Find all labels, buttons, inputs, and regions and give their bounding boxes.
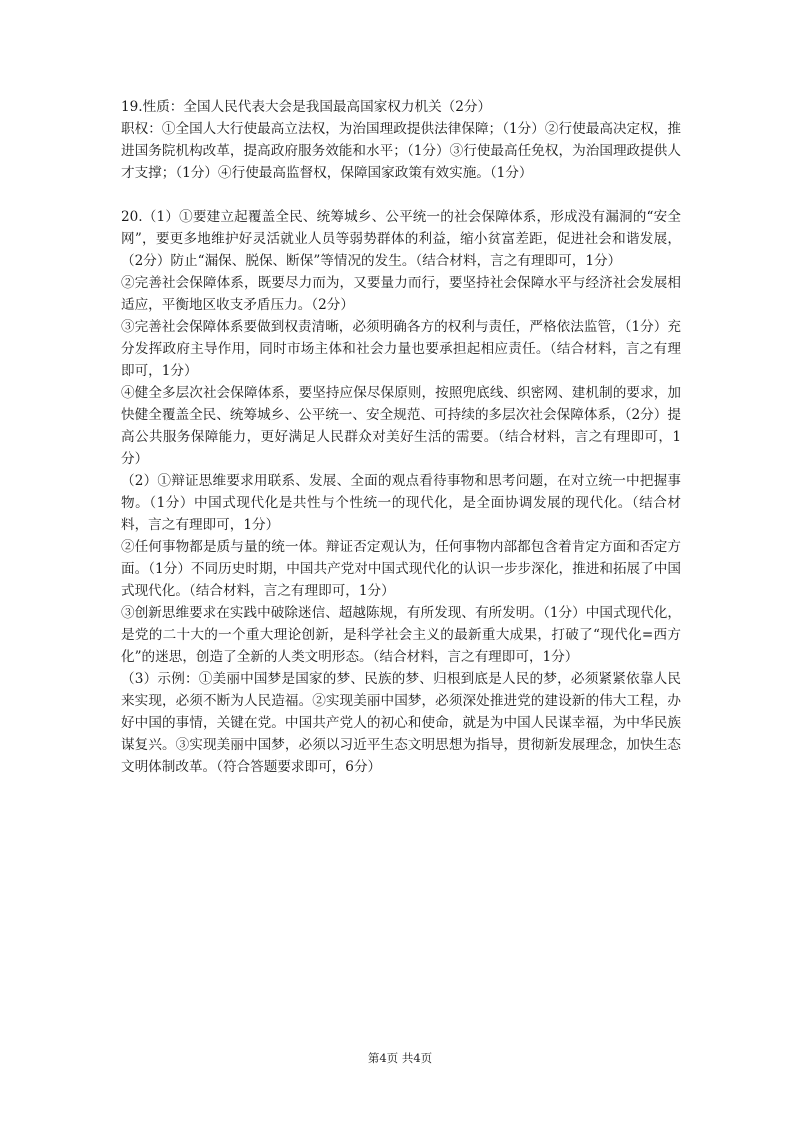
q20-part2-point1: （2）①辩证思维要求用联系、发展、全面的观点看待事物和思考问题，在对立统一中把握事物。（1分）中国式现代化是共性与个性统一的现代化，是全面协调发展的现代化。（结合材料，言之有理即可，1分） (121, 473, 681, 533)
q20-part2-point3: ③创新思维要求在实践中破除迷信、超越陈规，有所发现、有所发明。（1分）中国式现代化，是党的二十大的一个重大理论创新，是科学社会主义的最新重大成果，打破了“现代化=西方化”的迷思，创造了全新的人类文明形态。（结合材料，言之有理即可，1分） (121, 605, 681, 665)
q19-nature: 19.性质：全国人民代表大会是我国最高国家权力机关（2分） (121, 99, 492, 115)
q20-part1-point2: ②完善社会保障体系，既要尽力而为，又要量力而行，要坚持社会保障水平与经济社会发展相适应，平衡地区收支矛盾压力。（2分） (121, 275, 681, 313)
q19-powers: 职权：①全国人大行使最高立法权，为治国理政提供法律保障；（1分）②行使最高决定权，推进国务院机构改革，提高政府服务效能和水平；（1分）③行使最高任免权，为治国理政提供人才支撑；（1分）④行使最高监督权，保障国家政策有效实施。（1分） (121, 121, 681, 181)
section-gap (121, 184, 681, 206)
q20-part1-point4: ④健全多层次社会保障体系，要坚持应保尽保原则，按照兜底线、织密网、建机制的要求，加快健全覆盖全民、统筹城乡、公平统一、安全规范、可持续的多层次社会保障体系，（2分）提高公共服务保障能力，更好满足人民群众对美好生活的需要。（结合材料，言之有理即可，1分） (121, 385, 681, 467)
q20-part1-point1: 20.（1）①要建立起覆盖全民、统筹城乡、公平统一的社会保障体系，形成没有漏洞的“安全网”，要更多地维护好灵活就业人员等弱势群体的利益，缩小贫富差距，促进社会和谐发展，（2分）防止“漏保、脱保、断保”等情况的发生。（结合材料，言之有理即可，1分） (121, 209, 681, 269)
page-number-footer: 第4页 共4页 (367, 1051, 433, 1065)
q20-part3-example: （3）示例：①美丽中国梦是国家的梦、民族的梦、归根到底是人民的梦，必须紧紧依靠人民来实现，必须不断为人民造福。②实现美丽中国梦，必须深处推进党的建设新的伟大工程，办好中国的事情，关键在党。中国共产党人的初心和使命，就是为中国人民谋幸福，为中华民族谋复兴。③实现美丽中国梦，必须以习近平生态文明思想为指导，贯彻新发展理念，加快生态文明体制改革。（符合答题要求即可，6分） (121, 671, 681, 775)
q20-part1-point3: ③完善社会保障体系要做到权责清晰，必须明确各方的权利与责任，严格依法监管，（1分）充分发挥政府主导作用，同时市场主体和社会力量也要承担起相应责任。（结合材料，言之有理即可，1分） (121, 319, 681, 379)
answer-content (121, 96, 681, 778)
q20-part2-point2: ②任何事物都是质与量的统一体。辩证否定观认为，任何事物内部都包含着肯定方面和否定方面。（1分）不同历史时期，中国共产党对中国式现代化的认识一步步深化，推进和拓展了中国式现代化。（结合材料，言之有理即可，1分） (121, 539, 681, 599)
